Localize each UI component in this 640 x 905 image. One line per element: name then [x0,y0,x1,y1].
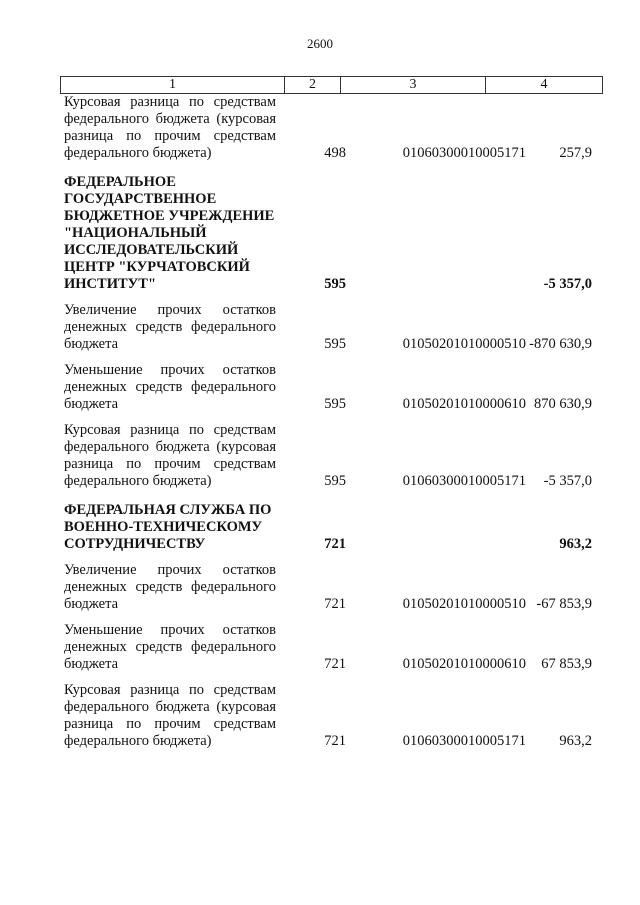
table-row [64,422,592,490]
row-name: Курсовая разница по средствам федерального бюджета (курсовая разница по прочим средствам федерального бюджета) [64,422,276,489]
row-sum: -870 630,9 [529,336,592,352]
row-kbk: 01060300010005171 [402,733,526,749]
row-kbk: 01050201010000510 [402,596,526,612]
table-row [64,562,592,613]
row-kbk: 01050201010000510 [402,336,526,352]
row-code: 595 [324,396,346,412]
table-row [64,94,592,162]
table-row [64,682,592,750]
row-code: 595 [324,473,346,489]
row-sum: -5 357,0 [543,276,592,292]
row-code: 721 [324,733,346,749]
row-sum: -5 357,0 [543,473,592,489]
table-body [64,94,592,759]
table-row-organization [64,502,592,553]
row-name: Уменьшение прочих остатков денежных средств федерального бюджета [64,622,276,672]
row-name: Увеличение прочих остатков денежных средств федерального бюджета [64,302,276,352]
row-code: 498 [324,145,346,161]
row-code: 721 [324,656,346,672]
header-col-2: 2 [285,77,341,93]
row-sum: 67 853,9 [541,656,592,672]
row-sum: 963,2 [559,733,592,749]
row-kbk: 01060300010005171 [402,145,526,161]
header-col-1: 1 [61,77,285,93]
row-code: 721 [324,536,346,552]
row-kbk: 01060300010005171 [402,473,526,489]
header-col-4: 4 [540,77,548,92]
row-name: Курсовая разница по средствам федерального бюджета (курсовая разница по прочим средствам федерального бюджета) [64,682,276,749]
row-sum: 963,2 [559,536,592,552]
table-header [60,76,603,94]
row-name: Уменьшение прочих остатков денежных средств федерального бюджета [64,362,276,412]
row-kbk: 01050201010000610 [402,396,526,412]
row-sum: -67 853,9 [536,596,592,612]
row-name: Увеличение прочих остатков денежных средств федерального бюджета [64,562,276,612]
row-code: 595 [324,276,346,292]
row-name: Курсовая разница по средствам федерального бюджета (курсовая разница по прочим средствам федерального бюджета) [64,94,276,161]
row-sum: 257,9 [559,145,592,161]
table-row [64,362,592,413]
row-name: ФЕДЕРАЛЬНАЯ СЛУЖБА ПО ВОЕННО-ТЕХНИЧЕСКОМУ СОТРУДНИЧЕСТВУ [64,502,272,552]
row-sum: 870 630,9 [534,396,592,412]
page-number: 2600 [307,36,333,51]
row-kbk: 01050201010000610 [402,656,526,672]
header-col-3: 3 [341,77,486,93]
table-row [64,622,592,673]
table-row [64,302,592,353]
row-code: 595 [324,336,346,352]
row-name: ФЕДЕРАЛЬНОЕ ГОСУДАРСТВЕННОЕ БЮДЖЕТНОЕ УЧРЕЖДЕНИЕ "НАЦИОНАЛЬНЫЙ ИССЛЕДОВАТЕЛЬСКИЙ ЦЕНТР "КУРЧАТОВСКИЙ ИНСТИТУТ" [64,174,275,292]
row-code: 721 [324,596,346,612]
table-row-organization [64,174,592,293]
